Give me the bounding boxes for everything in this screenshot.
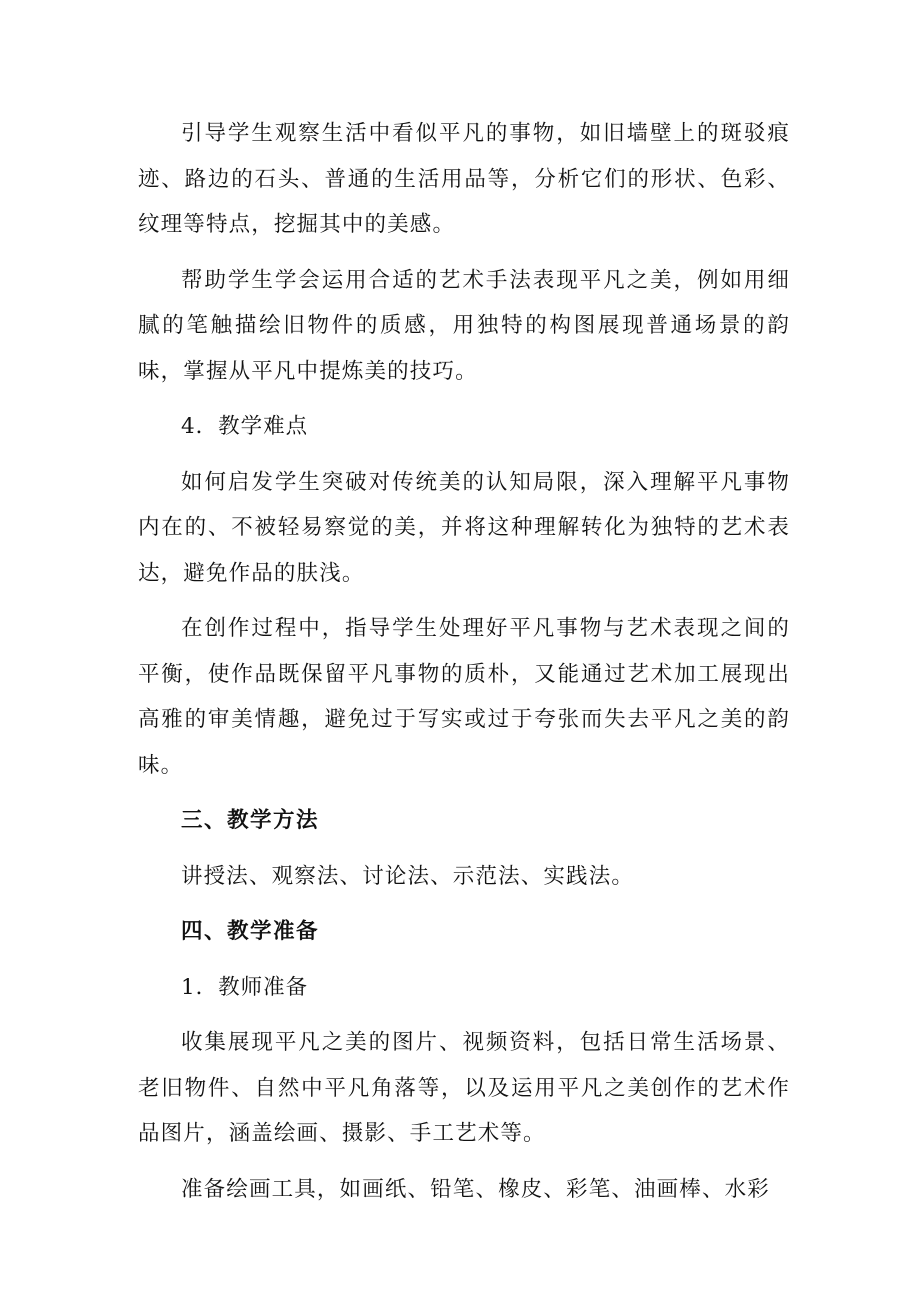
document-body bbox=[138, 111, 790, 1212]
heading-teaching-methods: 三、教学方法 bbox=[181, 808, 320, 833]
paragraph-observe-ordinary: 引导学生观察生活中看似平凡的事物，如旧墙壁上的斑驳痕迹、路边的石头、普通的生活用品等，分析它们的形状、色彩、纹理等特点，挖掘其中的美感。 bbox=[138, 121, 790, 237]
paragraph-methods-list: 讲授法、观察法、讨论法、示范法、实践法。 bbox=[181, 863, 635, 889]
paragraph-collect-materials: 收集展现平凡之美的图片、视频资料，包括日常生活场景、老旧物件、自然中平凡角落等，以及运用平凡之美创作的艺术作品图片，涵盖绘画、摄影、手工艺术等。 bbox=[138, 1030, 790, 1146]
paragraph-art-techniques: 帮助学生学会运用合适的艺术手法表现平凡之美，例如用细腻的笔触描绘旧物件的质感，用独特的构图展现普通场景的韵味，掌握从平凡中提炼美的技巧。 bbox=[138, 267, 790, 384]
paragraph-difficulty-perception: 如何启发学生突破对传统美的认知局限，深入理解平凡事物内在的、不被轻易察觉的美，并将这种理解转化为独特的艺术表达，避免作品的肤浅。 bbox=[138, 469, 790, 586]
section-teacher-preparation: 1．教师准备 bbox=[181, 974, 309, 1000]
paragraph-difficulty-balance: 在创作过程中，指导学生处理好平凡事物与艺术表现之间的平衡，使作品既保留平凡事物的质朴，又能通过艺术加工展现出高雅的审美情趣，避免过于写实或过于夸张而失去平凡之美的韵味。 bbox=[138, 616, 790, 778]
paragraph-drawing-tools: 准备绘画工具，如画纸、铅笔、橡皮、彩笔、油画棒、水彩 bbox=[181, 1176, 770, 1202]
section-teaching-difficulties: 4．教学难点 bbox=[181, 414, 309, 439]
heading-teaching-preparation: 四、教学准备 bbox=[181, 919, 320, 944]
